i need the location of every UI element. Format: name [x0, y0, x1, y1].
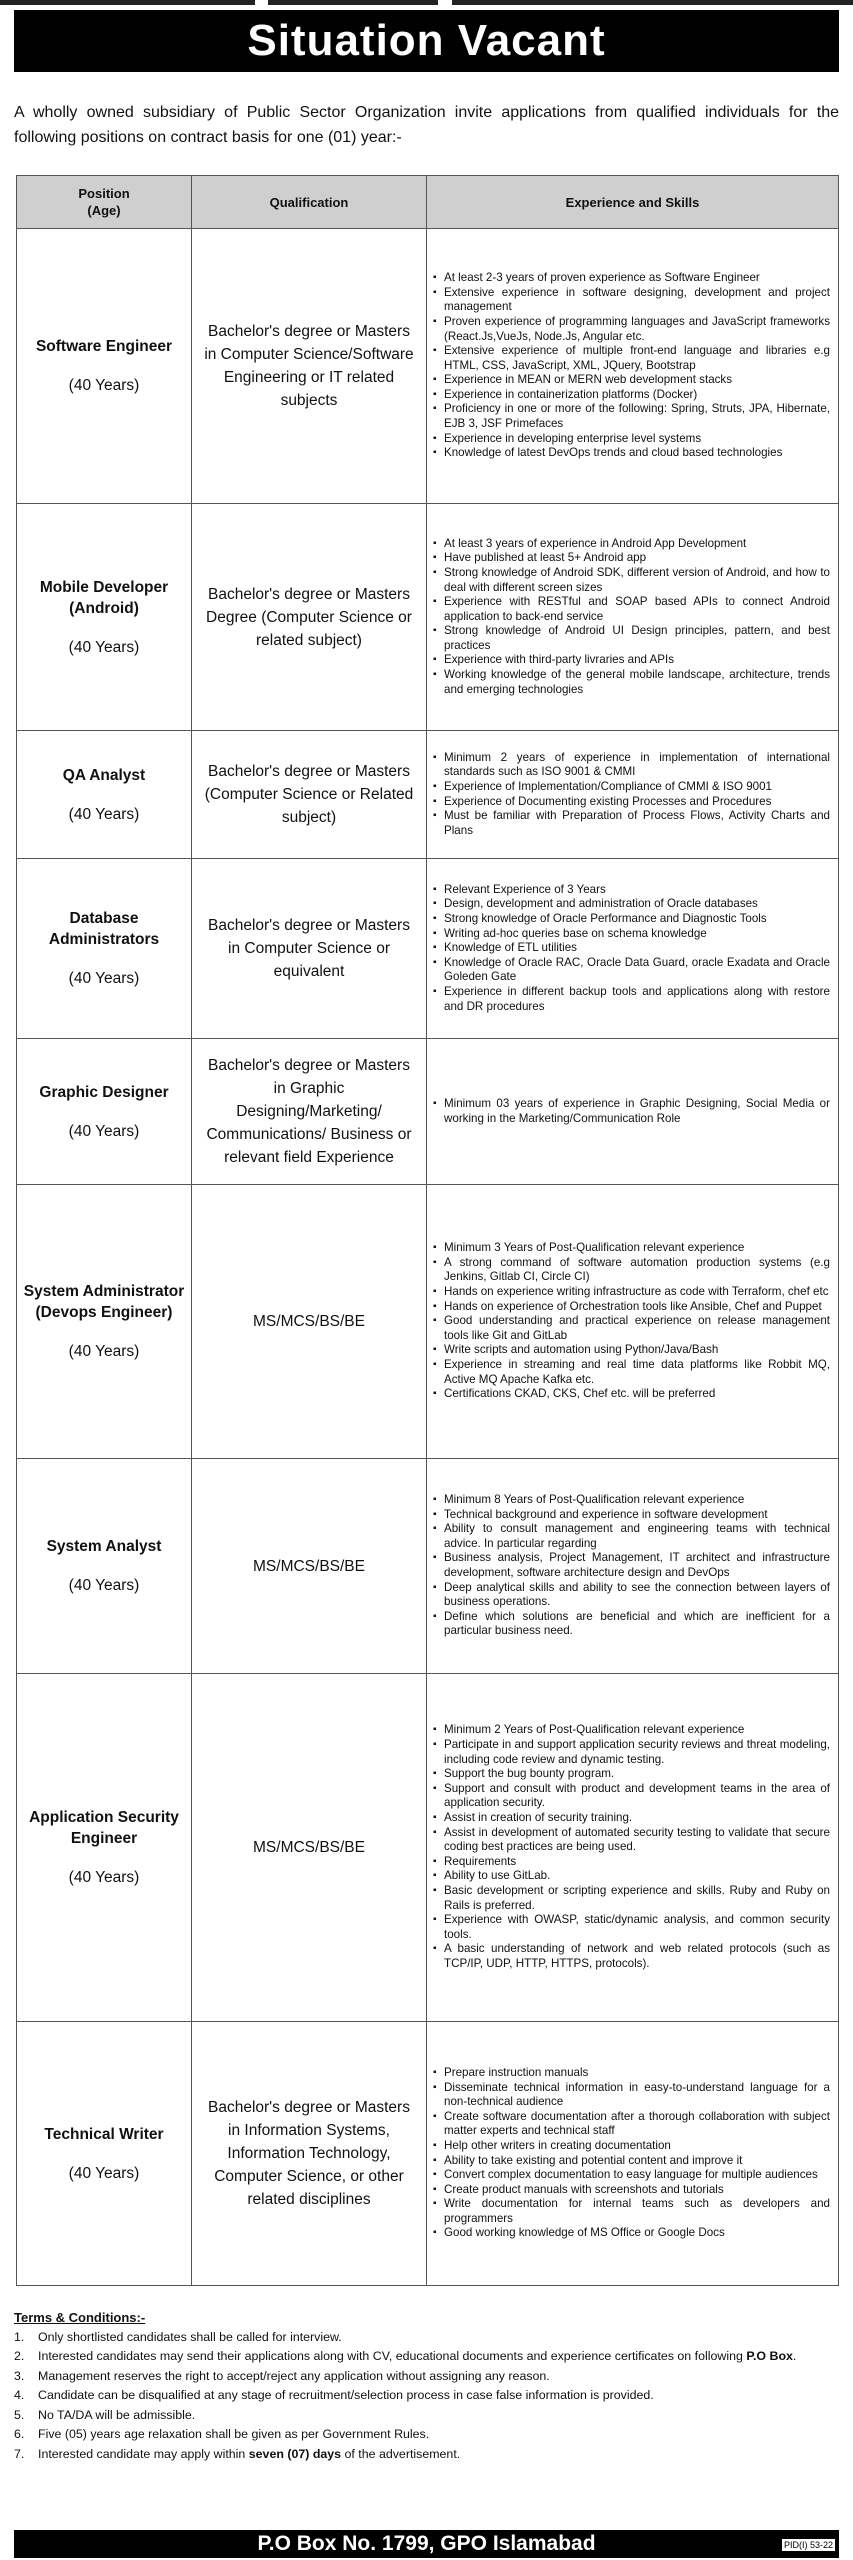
pid-code: PID(I) 53-22 [783, 2540, 833, 2550]
skill-item: ▪ At least 2-3 years of proven experience as Software Engineer [444, 271, 830, 286]
position-age: (40 Years) [68, 1122, 140, 1140]
terms-item [14, 2328, 842, 2348]
terms-item-text [26, 2445, 460, 2465]
skill-item: ▪ Extensive experience in software designing, development and project management [444, 286, 830, 315]
skill-item: ▪ Ability to take existing and potential content and improve it [444, 2154, 830, 2169]
qualification-cell: MS/MCS/BS/BE [192, 1459, 427, 1674]
skill-item: ▪ Define which solutions are beneficial and which are inefficient for a particular business need. [444, 1610, 830, 1639]
skill-item: ▪ A strong command of software automation production systems (e.g Jenkins, Gitlab CI, Circle CI) [444, 1256, 830, 1285]
skill-item: ▪ Strong knowledge of Oracle Performance and Diagnostic Tools [444, 912, 830, 927]
terms-list [14, 2328, 842, 2465]
footer-banner [14, 2530, 839, 2558]
terms-text-after: of the advertisement. [341, 2446, 461, 2461]
skill-item: ▪ Strong knowledge of Android UI Design principles, pattern, and best practices [444, 624, 830, 653]
table-row [17, 1185, 839, 1459]
top-border-segment [0, 0, 255, 5]
terms-item [14, 2406, 842, 2426]
position-age: (40 Years) [68, 970, 140, 987]
skills-list [433, 1241, 830, 1402]
skills-list [433, 1723, 830, 1971]
skill-item: ▪ Experience in streaming and real time data platforms like Robbit MQ, Active MQ Apache Kafka etc. [444, 1358, 830, 1387]
qualification-cell: Bachelor's degree or Masters in Computer Science or equivalent [192, 859, 427, 1039]
terms-item-number: 5. [14, 2407, 25, 2422]
terms-text: Interested candidate may apply within [38, 2446, 249, 2461]
position-cell [17, 1039, 192, 1185]
skill-item: ▪ Writing ad-hoc queries base on schema knowledge [444, 927, 830, 942]
table-body [17, 229, 839, 2286]
intro-paragraph: A wholly owned subsidiary of Public Sector Organization invite applications from qualified individuals for the following positions on contract basis for one (01) year:- [14, 104, 839, 146]
skill-item: ▪ Certifications CKAD, CKS, Chef etc. will be preferred [444, 1387, 830, 1402]
position-cell [17, 859, 192, 1039]
terms-item [14, 2347, 842, 2367]
skills-list [433, 883, 830, 1014]
skills-list [433, 751, 830, 839]
experience-cell [427, 2022, 839, 2286]
position-title: System Administrator (Devops Engineer) [23, 1283, 185, 1321]
skill-item: ▪ Minimum 03 years of experience in Graphic Designing, Social Media or working in the Marketing/Communication Role [444, 1097, 830, 1126]
table-row [17, 2022, 839, 2286]
skill-item: ▪ Ability to consult management and engineering teams with technical advice. In particular regarding [444, 1522, 830, 1551]
header-position-label: Position [78, 186, 130, 201]
footer-address: P.O Box No. 1799, GPO Islamabad [257, 2532, 596, 2555]
skill-item: ▪ Good working knowledge of MS Office or Google Docs [444, 2226, 830, 2241]
skill-item: ▪ Experience in containerization platforms (Docker) [444, 388, 830, 403]
skill-item: ▪ Have published at least 5+ Android app [444, 551, 830, 566]
qualification-cell: Bachelor's degree or Masters in Computer Science/Software Engineering or IT related subjects [192, 229, 427, 504]
qualification-cell: Bachelor's degree or Masters in Graphic Designing/Marketing/ Communications/ Business or relevant field Experience [192, 1039, 427, 1185]
skill-item: ▪ Must be familiar with Preparation of Process Flows, Activity Charts and Plans [444, 809, 830, 838]
skill-item: ▪ Experience with OWASP, static/dynamic analysis, and common security tools. [444, 1913, 830, 1942]
skill-item: ▪ Minimum 2 Years of Post-Qualification relevant experience [444, 1723, 830, 1738]
position-cell [17, 229, 192, 504]
terms-item [14, 2425, 842, 2445]
position-cell [17, 1674, 192, 2022]
qualification-cell: Bachelor's degree or Masters in Information Systems, Information Technology, Computer Science, or other related disciplines [192, 2022, 427, 2286]
skill-item: ▪ Experience in developing enterprise level systems [444, 432, 830, 447]
table-row [17, 731, 839, 859]
experience-cell [427, 859, 839, 1039]
experience-cell [427, 229, 839, 504]
skill-item: ▪ Create software documentation after a thorough collaboration with subject matter experts and technical staff [444, 2110, 830, 2139]
position-cell [17, 2022, 192, 2286]
terms-text: Five (05) years age relaxation shall be given as per Government Rules. [38, 2427, 430, 2441]
table-row [17, 1674, 839, 2022]
terms-item [14, 2386, 842, 2406]
position-title: Mobile Developer (Android) [39, 578, 169, 617]
position-age: (40 Years) [68, 377, 140, 394]
skill-item: ▪ Working knowledge of the general mobile landscape, architecture, trends and emerging technologies [444, 668, 830, 697]
skill-item: ▪ Disseminate technical information in easy-to-understand language for a non-technical audience [444, 2081, 830, 2110]
qualification-cell: MS/MCS/BS/BE [192, 1674, 427, 2022]
table-row [17, 229, 839, 504]
skill-item: ▪ Design, development and administration of Oracle databases [444, 897, 830, 912]
table-row [17, 859, 839, 1039]
position-title: Technical Writer [44, 2125, 164, 2143]
skill-item: ▪ Experience of Documenting existing Processes and Procedures [444, 795, 830, 810]
position-title: Graphic Designer [39, 1083, 169, 1101]
top-border-segment [452, 0, 853, 5]
qualification-cell: Bachelor's degree or Masters Degree (Computer Science or related subject) [192, 504, 427, 731]
table-row [17, 1459, 839, 1674]
terms-section [14, 2308, 842, 2464]
experience-cell [427, 504, 839, 731]
header-experience: Experience and Skills [427, 176, 839, 229]
terms-text: Interested candidates may send their applications along with CV, educational documents and experience certificates on following [38, 2349, 747, 2363]
terms-item-number: 2. [14, 2349, 25, 2363]
terms-item-text [26, 2328, 342, 2348]
qualification-cell: MS/MCS/BS/BE [192, 1185, 427, 1459]
terms-item-text [26, 2347, 796, 2367]
skills-list [433, 2066, 830, 2241]
position-cell [17, 1185, 192, 1459]
skill-item: ▪ Write documentation for internal teams such as developers and programmers [444, 2197, 830, 2226]
skill-item: ▪ Hands on experience writing infrastructure as code with Terraform, chef etc [444, 1285, 830, 1300]
position-age: (40 Years) [68, 2164, 140, 2182]
skill-item: ▪ Relevant Experience of 3 Years [444, 883, 830, 898]
page-title: Situation Vacant [247, 16, 606, 65]
position-cell [17, 1459, 192, 1674]
position-age: (40 Years) [68, 1869, 140, 1886]
terms-text-after: . [792, 2349, 797, 2363]
header-age-label: (Age) [87, 203, 121, 218]
skill-item: ▪ Convert complex documentation to easy language for multiple audiences [444, 2168, 830, 2183]
position-title: Database Administrators [48, 910, 160, 948]
skill-item: ▪ Extensive experience of multiple front-end language and libraries e.g HTML, CSS, JavaScript, XML, JQuery, Bootstrap [444, 344, 830, 373]
skill-item: ▪ Technical background and experience in software development [444, 1508, 830, 1523]
skill-item: ▪ Business analysis, Project Management, IT architect and infrastructure development, software architecture design and DevOps [444, 1551, 830, 1580]
skill-item: ▪ Deep analytical skills and ability to see the connection between layers of business operations. [444, 1581, 830, 1610]
skill-item: ▪ Experience with third-party livraries and APIs [444, 653, 830, 668]
skill-item: ▪ Experience with RESTful and SOAP based APIs to connect Android application to back-end service [444, 595, 830, 624]
terms-text: Only shortlisted candidates shall be called for interview. [38, 2329, 342, 2344]
skill-item: ▪ Assist in creation of security training. [444, 1811, 830, 1826]
skill-item: ▪ Strong knowledge of Android SDK, different version of Android, and how to deal with different screen sizes [444, 566, 830, 595]
table-row [17, 504, 839, 731]
terms-item-number: 7. [14, 2446, 25, 2461]
position-title: Application Security Engineer [29, 1809, 179, 1847]
position-age: (40 Years) [68, 1577, 140, 1594]
terms-item [14, 2367, 842, 2387]
skill-item: ▪ Experience in different backup tools and applications along with restore and DR procedures [444, 985, 830, 1014]
experience-cell [427, 1459, 839, 1674]
skill-item: ▪ Knowledge of Oracle RAC, Oracle Data Guard, oracle Exadata and Oracle Goleden Gate [444, 956, 830, 985]
skills-list [433, 1097, 830, 1126]
skills-list [433, 1493, 830, 1639]
skill-item: ▪ Hands on experience of Orchestration tools like Ansible, Chef and Puppet [444, 1300, 830, 1315]
skill-item: ▪ Proficiency in one or more of the following: Spring, Struts, JPA, Hibernate, EJB 3, JSF Primefaces [444, 402, 830, 431]
header-position [17, 176, 192, 229]
page-title-banner [14, 10, 839, 72]
skill-item: ▪ Minimum 3 Years of Post-Qualification relevant experience [444, 1241, 830, 1256]
skill-item: ▪ Support the bug bounty program. [444, 1767, 830, 1782]
table-row [17, 1039, 839, 1185]
skill-item: ▪ Proven experience of programming languages and JavaScript frameworks (React.Js,VueJs, Node.Js, Angular etc. [444, 315, 830, 344]
skill-item: ▪ Support and consult with product and development teams in the area of application security. [444, 1782, 830, 1811]
skill-item: ▪ Experience of Implementation/Compliance of CMMI & ISO 9001 [444, 780, 830, 795]
terms-item-text [26, 2367, 550, 2387]
position-cell [17, 731, 192, 859]
skill-item: ▪ Write scripts and automation using Python/Java/Bash [444, 1343, 830, 1358]
terms-item-number: 3. [14, 2368, 25, 2383]
top-border-segment [268, 0, 438, 5]
top-border-strip [0, 0, 853, 8]
experience-cell [427, 731, 839, 859]
skill-item: ▪ Knowledge of latest DevOps trends and cloud based technologies [444, 446, 830, 461]
terms-text: No TA/DA will be admissible. [38, 2407, 196, 2422]
skill-item: ▪ Assist in development of automated security testing to validate that secure coding best practices are being used. [444, 1826, 830, 1855]
terms-item-number: 6. [14, 2427, 25, 2441]
skill-item: ▪ Participate in and support application security reviews and threat modeling, including code review and dynamic testing. [444, 1738, 830, 1767]
terms-heading: Terms & Conditions:- [14, 2310, 146, 2325]
table-header-row [17, 176, 839, 229]
skill-item: ▪ Create product manuals with screenshots and tutorials [444, 2183, 830, 2198]
position-age: (40 Years) [68, 1343, 140, 1360]
skill-item: ▪ Basic development or scripting experience and skills. Ruby and Ruby on Rails is preferred. [444, 1884, 830, 1913]
position-cell [17, 504, 192, 731]
positions-table [16, 175, 839, 2286]
skills-list [433, 271, 830, 461]
terms-item-text [26, 2386, 654, 2406]
skill-item: ▪ Requirements [444, 1855, 830, 1870]
terms-emphasis: P.O Box [746, 2349, 793, 2363]
terms-emphasis: seven (07) days [248, 2446, 342, 2461]
terms-text: Candidate can be disqualified at any stage of recruitment/selection process in case false information is provided. [38, 2388, 654, 2402]
skill-item: ▪ Help other writers in creating documentation [444, 2139, 830, 2154]
terms-item-text [26, 2425, 429, 2445]
skill-item: ▪ Good understanding and practical experience on release management tools like Git and GitLab [444, 1314, 830, 1343]
experience-cell [427, 1039, 839, 1185]
skill-item: ▪ Knowledge of ETL utilities [444, 941, 830, 956]
terms-text: Management reserves the right to accept/reject any application without assigning any reason. [38, 2368, 550, 2383]
position-title: Software Engineer [35, 338, 173, 355]
terms-item-number: 4. [14, 2388, 25, 2402]
experience-cell [427, 1674, 839, 2022]
position-age: (40 Years) [68, 638, 140, 656]
skill-item: ▪ Minimum 8 Years of Post-Qualification relevant experience [444, 1493, 830, 1508]
skill-item: ▪ Experience in MEAN or MERN web development stacks [444, 373, 830, 388]
terms-item [14, 2445, 842, 2465]
position-age: (40 Years) [68, 805, 140, 823]
skill-item: ▪ Prepare instruction manuals [444, 2066, 830, 2081]
skill-item: ▪ Ability to use GitLab. [444, 1869, 830, 1884]
terms-item-text [26, 2406, 195, 2426]
header-qualification: Qualification [192, 176, 427, 229]
position-title: QA Analyst [62, 766, 146, 784]
terms-item-number: 1. [14, 2329, 25, 2344]
skill-item: ▪ Minimum 2 years of experience in implementation of international standards such as ISO 9001 & CMMI [444, 751, 830, 780]
position-title: System Analyst [46, 1538, 162, 1555]
qualification-cell: Bachelor's degree or Masters (Computer Science or Related subject) [192, 731, 427, 859]
experience-cell [427, 1185, 839, 1459]
skills-list [433, 537, 830, 698]
skill-item: ▪ At least 3 years of experience in Android App Development [444, 537, 830, 552]
skill-item: ▪ A basic understanding of network and web related protocols (such as TCP/IP, UDP, HTTP, HTTPS, protocols). [444, 1942, 830, 1971]
